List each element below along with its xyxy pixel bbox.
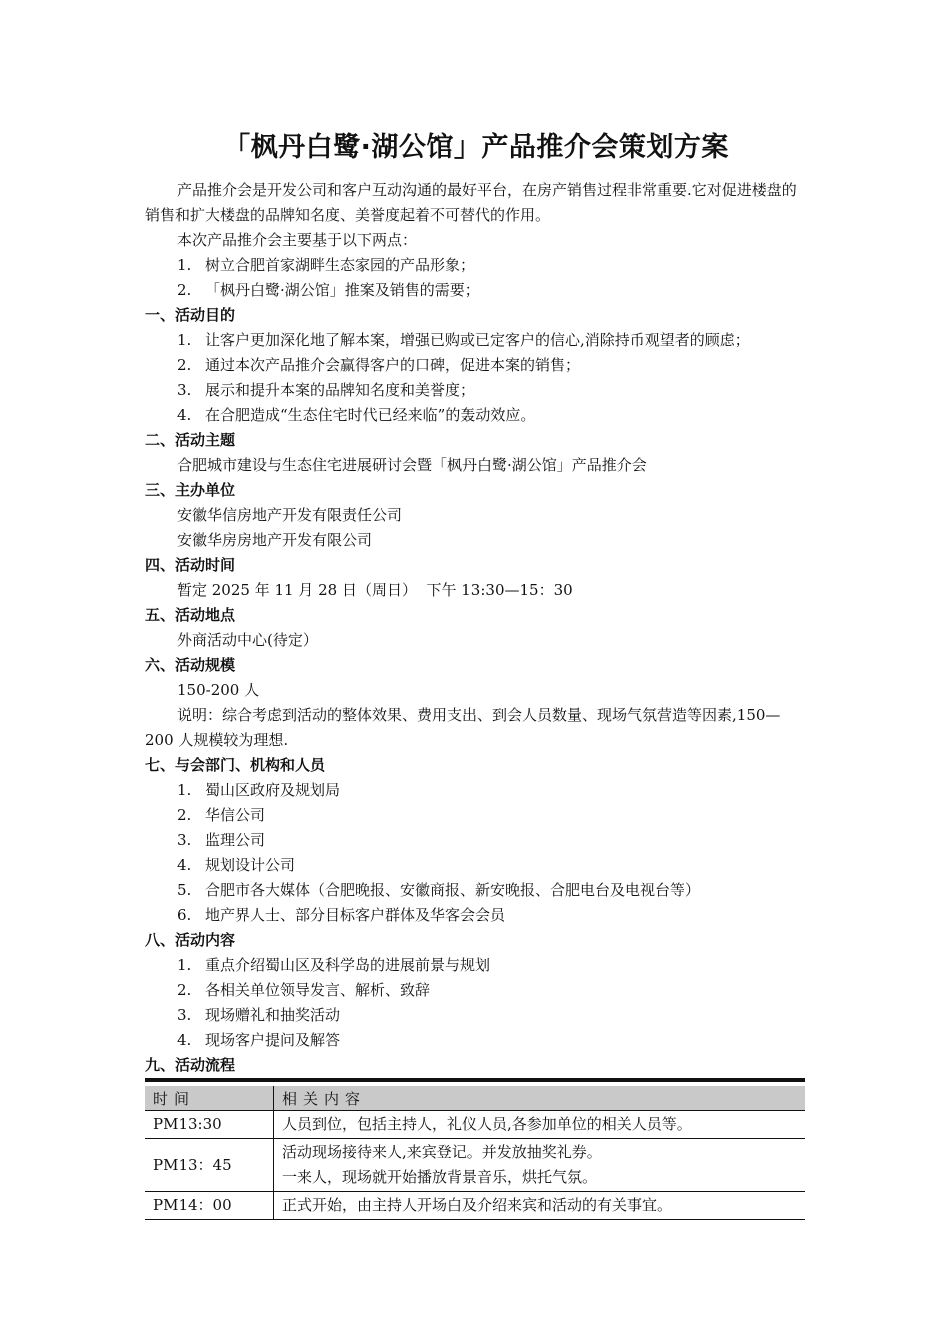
list-item: 1. 让客户更加深化地了解本案，增强已购或已定客户的信心,消除持币观望者的顾虑； bbox=[177, 331, 750, 349]
row-content: 人员到位，包括主持人，礼仪人员,各参加单位的相关人员等。 bbox=[274, 1111, 806, 1139]
list-item: 5. 合肥市各大媒体（合肥晚报、安徽商报、新安晚报、合肥电台及电视台等） bbox=[177, 881, 701, 899]
document-page bbox=[145, 128, 807, 1220]
section-heading: 五、活动地点 bbox=[145, 606, 236, 624]
list-item: 1. 树立合肥首家湖畔生态家园的产品形象； bbox=[177, 256, 476, 274]
list-item: 1. 重点介绍蜀山区及科学岛的进展前景与规划 bbox=[177, 956, 491, 974]
list-item: 4. 规划设计公司 bbox=[177, 856, 296, 874]
list-item: 3. 现场赠礼和抽奖活动 bbox=[177, 1006, 341, 1024]
event-location: 外商活动中心(待定） bbox=[177, 631, 318, 649]
header-content: 相关内容 bbox=[274, 1086, 806, 1111]
section-heading: 九、活动流程 bbox=[145, 1056, 236, 1074]
table-row bbox=[145, 1111, 805, 1139]
section-heading: 一、活动目的 bbox=[145, 306, 236, 324]
list-item: 1. 蜀山区政府及规划局 bbox=[177, 781, 341, 799]
list-item: 2. 「枫丹白鹭·湖公馆」推案及销售的需要； bbox=[177, 281, 480, 299]
list-item: 3. 展示和提升本案的品牌知名度和美誉度； bbox=[177, 381, 476, 399]
organizer-1: 安徽华信房地产开发有限责任公司 bbox=[177, 506, 403, 524]
section-heading: 四、活动时间 bbox=[145, 556, 236, 574]
list-item: 4. 在合肥造成“生态住宅时代已经来临”的轰动效应。 bbox=[177, 406, 536, 424]
row-time: PM13:30 bbox=[145, 1111, 274, 1139]
intro-paragraph: 产品推介会是开发公司和客户互动沟通的最好平台，在房产销售过程非常重要.它对促进楼盘的销售和扩大楼盘的品牌知名度、美誉度起着不可替代的作用。 bbox=[145, 181, 797, 224]
event-scale: 150-200 人 bbox=[177, 681, 260, 699]
row-time: PM14：00 bbox=[145, 1192, 274, 1220]
schedule-table bbox=[145, 1086, 805, 1220]
event-time: 暂定 2025 年 11 月 28 日（周日） 下午 13:30—15：30 bbox=[177, 581, 573, 599]
intro-basis-line: 本次产品推介会主要基于以下两点： bbox=[177, 231, 418, 249]
document-title: 「枫丹白鹭·湖公馆」产品推介会策划方案 bbox=[223, 132, 729, 163]
scale-note: 说明：综合考虑到活动的整体效果、费用支出、到会人员数量、现场气氛营造等因素,150—200 人规模较为理想. bbox=[145, 706, 781, 749]
header-time: 时间 bbox=[145, 1086, 274, 1111]
table-row bbox=[145, 1192, 805, 1220]
list-item: 3. 监理公司 bbox=[177, 831, 266, 849]
section-heading: 三、主办单位 bbox=[145, 481, 236, 499]
list-item: 4. 现场客户提问及解答 bbox=[177, 1031, 341, 1049]
list-item: 2. 各相关单位领导发言、解析、致辞 bbox=[177, 981, 431, 999]
organizer-2: 安徽华房房地产开发有限公司 bbox=[177, 531, 373, 549]
table-header-row bbox=[145, 1086, 805, 1111]
section-heading: 八、活动内容 bbox=[145, 931, 236, 949]
section-heading: 六、活动规模 bbox=[145, 656, 236, 674]
theme-text: 合肥城市建设与生态住宅进展研讨会暨「枫丹白鹭·湖公馆」产品推介会 bbox=[177, 456, 647, 474]
list-item: 2. 通过本次产品推介会赢得客户的口碑，促进本案的销售； bbox=[177, 356, 581, 374]
list-item: 6. 地产界人士、部分目标客户群体及华客会会员 bbox=[177, 906, 506, 924]
table-top-rule bbox=[145, 1078, 805, 1082]
row-time: PM13：45 bbox=[145, 1139, 274, 1192]
row-content: 正式开始，由主持人开场白及介绍来宾和活动的有关事宜。 bbox=[274, 1192, 806, 1220]
section-heading: 七、与会部门、机构和人员 bbox=[145, 756, 326, 774]
section-heading: 二、活动主题 bbox=[145, 431, 236, 449]
table-row bbox=[145, 1139, 805, 1192]
list-item: 2. 华信公司 bbox=[177, 806, 266, 824]
row-content: 活动现场接待来人,来宾登记。并发放抽奖礼券。 一来人，现场就开始播放背景音乐，烘托气氛。 bbox=[274, 1139, 806, 1192]
